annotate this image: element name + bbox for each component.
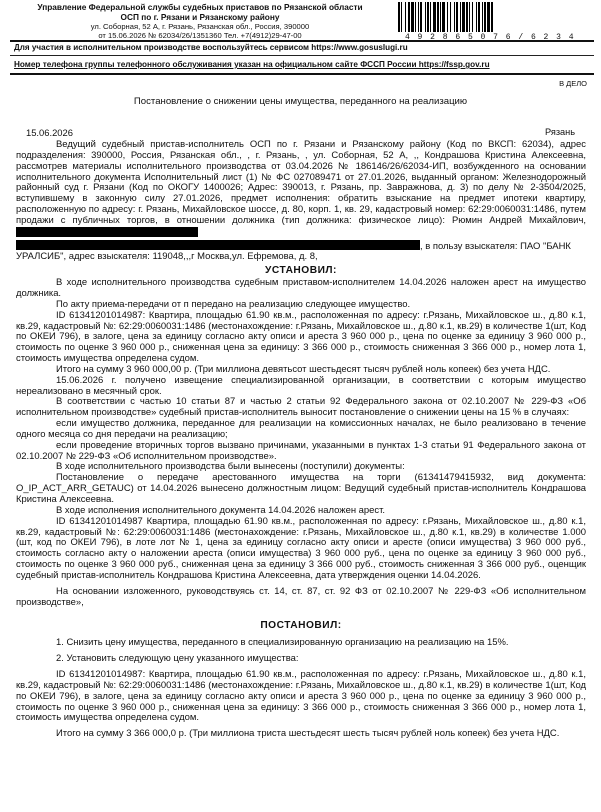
telephone-notice: Номер телефона группы телефонного обслуживания указан на официальном сайте ФССП России https://fssp.gov.ru — [14, 60, 490, 69]
document-reference: от 15.06.2026 № 62034/26/1351360 Тел. +7(4912)29-47-00 — [98, 31, 302, 41]
gosuslugi-notice: Для участия в исполнительном производстве воспользуйтесь сервисом https://www.gosuslugi.ru — [14, 43, 408, 52]
divider — [10, 73, 594, 75]
paragraph: если проведение вторичных торгов вызвано причинами, указанными в пунктах 1-3 статьи 91 Федерального закона от 02.10.2007 № 229-ФЗ «Об исполнительном производстве». — [16, 439, 586, 462]
paragraph: Постановление о передаче арестованного имущества на торги (61341479415932, вид документа: O_IP_ACT_ARR_GETAUC) от 14.04.2026 вынесено должностным лицом: Ведущий судебный пристав-исполнитель Кондрашова Кристина Алексеевна. — [16, 472, 586, 505]
intro-text: Ведущий судебный пристав-исполнитель ОСП по г. Рязани и Рязанскому району (Код по ВКСП: 62034), адрес подразделения: 390000, Россия, Рязанская обл., , г. Рязань, , ул. Соборная, 52 А, ,, Кондрашова Кристина Алексеевна, рассмотрев материалы исполнительного производства от 03.04.2026 № 186146/26/62034-ИП, возбужденного на основании исполнительного документа Исполнительный лист (1) № ФС 027089471 от 27.01.2026, выданный органом: Железнодорожный районный суд г. Рязани (Код по ОКОГУ 1400026; Адрес: 390013, г. Рязань, пр. Завражнова, д. 3) по делу № 2-3504/2025, вступившему в законную силу 27.01.2026, предмет исполнения: обратить взыскание на предмет ипотеки квартиру, расположенную по адресу: г. Рязань, Михайловское шоссе, д. 80, корп. 1, кв. 29, кадастровый номер: 62:29:0060031:1486, путем продажи с публичных торгов, в отношении должника (тип должника: физическое лицо): Рюмин Андрей Михайлович, — [16, 139, 586, 226]
creditor-text: , в пользу взыскателя: ПАО "БАНК — [420, 240, 571, 252]
page-title: Постановление о снижении цены имущества, переданного на реализацию — [133, 96, 468, 107]
document-body — [16, 140, 586, 740]
paragraph: В соответствии с частью 10 статьи 87 и частью 2 статьи 92 Федерального закона от 02.10.2007 № 229-ФЗ «Об исполнительном производстве» судебный пристав-исполнитель выносит постановление о снижении цены на 15 % в случаях: — [16, 396, 586, 419]
v-delo-mark: В ДЕЛО — [559, 79, 587, 88]
paragraph: ID 61341201014987: Квартира, площадью 61.90 кв.м., расположенная по адресу: г.Рязань, Михайловское ш., д.80 к.1, кв.29, кадастровый №: 62:29:0060031:1486 (местонахождение: г.Рязань, Михайловское ш., д.80 к.1, кв.29) в количестве 1(шт, Код по ОКЕИ 796), в залоге, цена за единицу согласно акту описи и ареста 3 960 000 р., цена по оценке за единицу 3 960 000 р., стоимость по оценке 3 960 000 р., сниженная цена за единицу: 3 366 000 р., стоимость сниженная 3 366 000 р., номер лота 1, стоимость имущества определена судом. — [16, 668, 586, 724]
paragraph: Итого на сумму 3 960 000,00 р. (Три миллиона девятьсот шестьдесят тысяч рублей ноль копеек) без учета НДС. — [56, 363, 551, 375]
paragraph: 15.06.2026 г. получено извещение специализированной организации, в соответствии с которым имущество нереализовано в месячный срок. — [16, 374, 586, 397]
section-heading-postanovil: ПОСТАНОВИЛ: — [260, 620, 342, 632]
address-line: ул. Соборная, 52 А, г. Рязань, Рязанская обл., Россия, 390000 — [90, 22, 310, 31]
department-name: ОСП по г. Рязани и Рязанскому району — [120, 12, 280, 22]
barcode — [398, 2, 578, 32]
paragraph — [16, 140, 586, 240]
barcode-number: 4 9 2 8 6 5 0 7 6 / 6 2 3 4 — [404, 33, 576, 42]
paragraph: Итого на сумму 3 366 000,0 р. (Три миллиона триста шестьдесят шесть тысяч рублей ноль копеек) без учета НДС. — [56, 728, 560, 740]
document-city: Рязань — [545, 127, 575, 137]
paragraph: ID 61341201014987: Квартира, площадью 61.90 кв.м., расположенная по адресу: г.Рязань, Михайловское ш., д.80 к.1, кв.29, кадастровый №: 62:29:0060031:1486 (местонахождение: г.Рязань, Михайловское ш., д.80 к.1, кв.29) в количестве 1(шт, Код по ОКЕИ 796), в залоге, цена за единицу согласно акту описи и ареста 3 960 000 р., цена по оценке за единицу 3 960 000 р., стоимость по оценке 3 960 000 р., сниженная цена за единицу: 3 366 000 р., стоимость сниженная 3 366 000 р., номер лота 1, стоимость имущества определена судом. — [16, 309, 586, 365]
department-address — [20, 22, 380, 40]
paragraph: ID 61341201014987 Квартира, площадью 61.90 кв.м., расположенная по адресу: г.Рязань, Михайловское ш., д.80 к.1, кв.29, кадастровый №: 62:29:0060031:1486 (местонахождение: г.Рязань, Михайловское ш., д.80 к.1, кв.29) в количестве 1.000 (шт, код по ОКЕИ 796), в лоте лот № 1, цена за единицу согласно акту описи и аресте (описи имущества) 3 960 000 руб., стоимость согласно акту о наложении ареста (описи имущества) 3 960 000 руб., цена по оценке за единицу 3 960 000 руб., стоимость по оценке 3 960 000 руб., сниженная цена за единицу 3 366 000 руб., стоимость сниженная 3 366 000 руб., оценщик судебный пристав-исполнитель Кондрашова Кристина Алексеевна, дата утверждения оценки 14.04.2026. — [16, 515, 586, 581]
redaction-bar — [16, 240, 420, 250]
resolution-item-2: 2. Установить следующую цену указанного имущества: — [56, 653, 299, 665]
agency-name: Управление Федеральной службы судебных приставов по Рязанской области — [37, 2, 363, 12]
barcode-stripe — [493, 2, 494, 32]
paragraph: УРАЛСИБ", адрес взыскателя: 119048,,,г Москва,ул. Ефремова, д. 8, — [16, 251, 318, 263]
document-date: 15.06.2026 — [26, 127, 73, 138]
paragraph: В ходе исполнительного производства судебным приставом-исполнителем 14.04.2026 наложен арест на имущество должника. — [16, 277, 586, 299]
paragraph: На основании изложенного, руководствуясь ст. 14, ст. 87, ст. 92 ФЗ от 02.10.2007 № 229-ФЗ «Об исполнительном производстве», — [16, 585, 586, 608]
paragraph: если имущество должника, переданное для реализации на комиссионных началах, не было реализовано в течение одного месяца со дня передачи на реализацию; — [16, 418, 586, 440]
section-heading-ustanovil: УСТАНОВИЛ: — [265, 265, 337, 277]
paragraph: В ходе исполнительного производства были вынесены (поступили) документы: — [56, 461, 405, 473]
redaction-bar — [16, 227, 198, 237]
paragraph: В ходе исполнения исполнительного документа 14.04.2026 наложен арест. — [56, 504, 386, 516]
divider — [10, 40, 594, 42]
divider — [10, 55, 594, 56]
paragraph: По акту приема-передачи от п передано на реализацию следующее имущество. — [56, 298, 411, 310]
resolution-item-1: 1. Снизить цену имущества, переданного в специализированную организацию на реализацию на 15%. — [56, 637, 509, 649]
